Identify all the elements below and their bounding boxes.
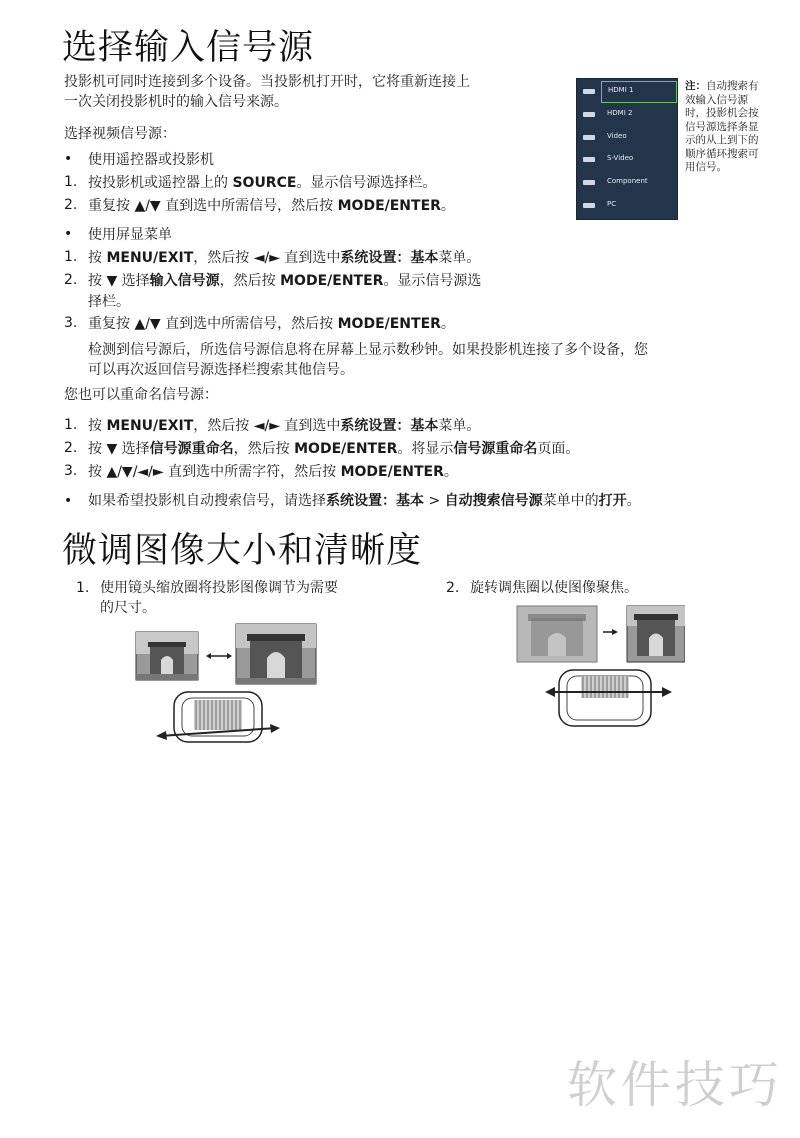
- bullet-dot: •: [64, 151, 73, 167]
- step-number: 3.: [64, 315, 78, 331]
- intro-line-2: 一次关闭投影机时的输入信号来源。: [64, 94, 288, 110]
- page-title: 选择输入信号源: [62, 28, 315, 68]
- bullet-remote: 使用遥控器或投影机: [88, 152, 214, 168]
- source-item-hdmi1-selected[interactable]: HDMI 1: [601, 81, 677, 103]
- step-number: 2.: [64, 440, 78, 456]
- source-item-component[interactable]: Component: [577, 172, 677, 194]
- zoom-lens-icon: [156, 692, 280, 742]
- step-number: 1.: [64, 417, 78, 433]
- rename-step-1: 按 MENU/EXIT，然后按 ◄/► 直到选中系统设置：基本菜单。: [88, 418, 481, 434]
- source-item-hdmi2[interactable]: HDMI 2: [577, 104, 677, 126]
- detect-line-2: 可以再次返回信号源选择栏搜索其他信号。: [88, 362, 354, 378]
- step-number: 1.: [76, 580, 90, 596]
- arrow-right-icon: [603, 629, 618, 635]
- pc-port-icon: [583, 203, 595, 208]
- source-item-pc[interactable]: PC: [577, 195, 677, 217]
- source-item-video[interactable]: Video: [577, 127, 677, 149]
- rename-intro: 您也可以重命名信号源：: [64, 387, 218, 403]
- small-image-icon: [136, 632, 198, 680]
- watermark-text: 软件技巧: [567, 1056, 783, 1114]
- step-b2: 按 ▼ 选择输入信号源，然后按 MODE/ENTER。显示信号源选: [88, 273, 482, 289]
- subtitle-select-source: 选择视频信号源：: [64, 126, 176, 142]
- zoom-step-line-1: 使用镜头缩放圈将投影图像调节为需要: [100, 580, 338, 596]
- source-select-bar: [576, 78, 678, 220]
- intro-line-1: 投影机可同时连接到多个设备。当投影机打开时，它将重新连接上: [64, 74, 470, 90]
- zoom-step-line-2: 的尺寸。: [100, 600, 156, 616]
- rename-step-3: 按 ▲/▼/◄/► 直到选中所需字符，然后按 MODE/ENTER。: [88, 464, 458, 480]
- svideo-port-icon: [583, 157, 595, 162]
- step-number: 3.: [64, 463, 78, 479]
- step-a1: 按投影机或遥控器上的 SOURCE。显示信号源选择栏。: [88, 175, 437, 191]
- step-number: 2.: [446, 580, 460, 596]
- note-block: 注：自动搜索有 效输入信号源 时，投影机会按 信号源选择条显 示的从上到下的 顺序循环搜索可 用信号。: [685, 80, 759, 173]
- video-port-icon: [583, 135, 595, 140]
- section-title-focus: 微调图像大小和清晰度: [62, 531, 423, 571]
- source-item-svideo[interactable]: S-Video: [577, 149, 677, 171]
- zoom-illustration: [130, 620, 330, 750]
- focus-lens-icon: [545, 670, 672, 726]
- step-number: 2.: [64, 197, 78, 213]
- component-port-icon: [583, 180, 595, 185]
- large-image-icon: [236, 624, 316, 684]
- zoom-double-arrow-icon: [206, 653, 232, 659]
- step-number: 2.: [64, 272, 78, 288]
- bullet-osd: 使用屏显菜单: [88, 227, 172, 243]
- hdmi-port-icon: [583, 89, 595, 94]
- step-b3: 重复按 ▲/▼ 直到选中所需信号，然后按 MODE/ENTER。: [88, 316, 455, 332]
- auto-search-line: 如果希望投影机自动搜索信号，请选择系统设置：基本 > 自动搜索信号源菜单中的打开。: [88, 493, 641, 509]
- rename-step-2: 按 ▼ 选择信号源重命名，然后按 MODE/ENTER。将显示信号源重命名页面。: [88, 441, 580, 457]
- bullet-dot: •: [64, 226, 73, 242]
- focus-step: 旋转调焦圈以使图像聚焦。: [470, 580, 638, 596]
- step-number: 1.: [64, 174, 78, 190]
- focus-illustration: [515, 604, 685, 734]
- step-b2-line2: 择栏。: [88, 294, 130, 310]
- detect-line-1: 检测到信号源后，所选信号源信息将在屏幕上显示数秒钟。如果投影机连接了多个设备，您: [88, 342, 648, 358]
- step-b1: 按 MENU/EXIT，然后按 ◄/► 直到选中系统设置：基本菜单。: [88, 250, 481, 266]
- bullet-dot: •: [64, 493, 73, 509]
- step-number: 1.: [64, 249, 78, 265]
- step-a2: 重复按 ▲/▼ 直到选中所需信号，然后按 MODE/ENTER。: [88, 198, 455, 214]
- note-label: 注：: [685, 80, 706, 92]
- hdmi-port-icon: [583, 112, 595, 117]
- blurry-image-icon: [517, 606, 597, 662]
- sharp-image-icon: [627, 606, 685, 662]
